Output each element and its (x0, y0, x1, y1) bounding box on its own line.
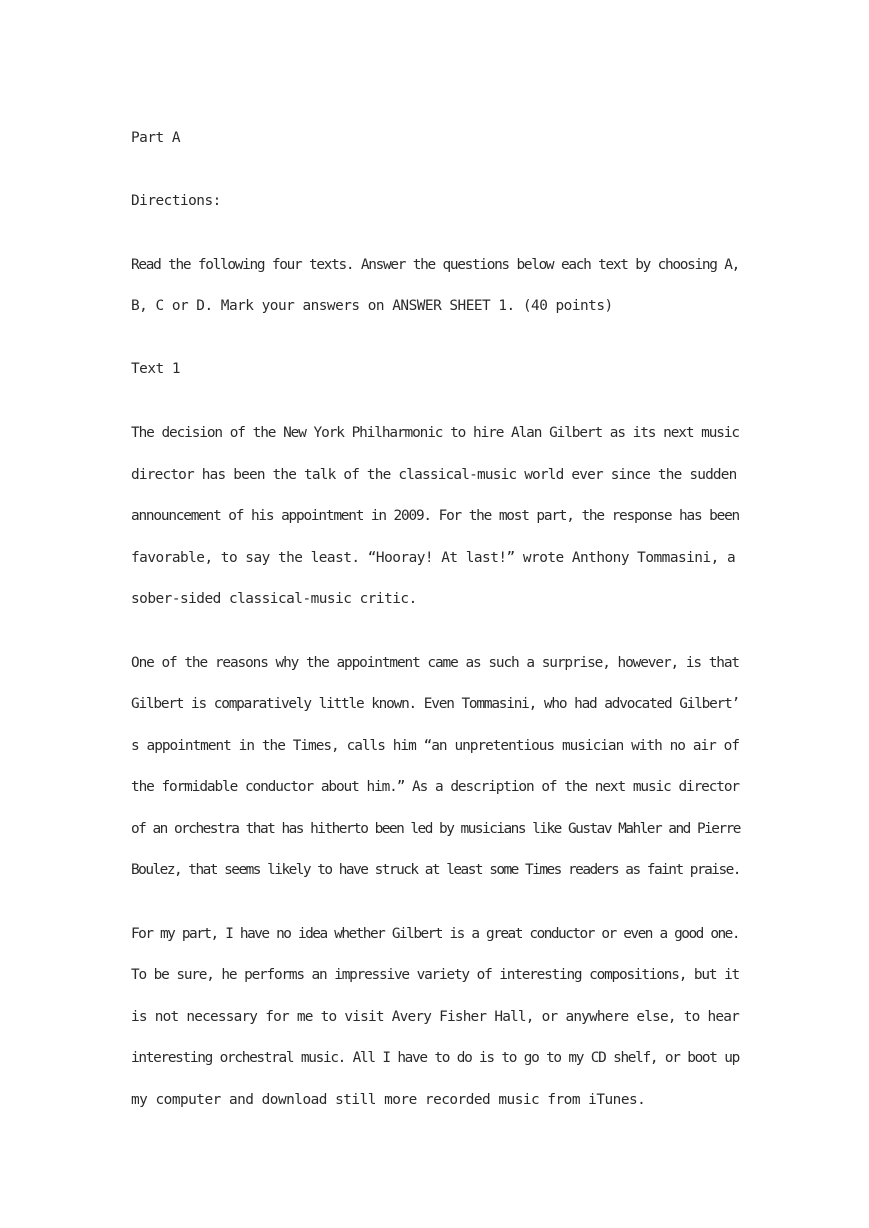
paragraph-line: announcement of his appointment in 2009. For the most part, the response has been (131, 508, 739, 524)
paragraph-line: favorable, to say the least. “Hooray! At last!” wrote Anthony Tommasini, a (131, 550, 736, 566)
directions-line: B, C or D. Mark your answers on ANSWER SHEET 1. (40 points) (131, 298, 613, 314)
text-heading: Text 1 (131, 361, 180, 377)
paragraph-line: sober-sided classical-music critic. (131, 591, 417, 607)
paragraph-line: For my part, I have no idea whether Gilbert is a great conductor or even a good one. (131, 926, 739, 942)
part-heading: Part A (131, 130, 180, 146)
paragraph-line: One of the reasons why the appointment came as such a surprise, however, is that (131, 655, 739, 671)
directions-line: Read the following four texts. Answer the questions below each text by choosing A, (131, 257, 739, 273)
directions-label: Directions: (131, 193, 221, 209)
paragraph-line: Gilbert is comparatively little known. Even Tommasini, who had advocated Gilbert’ (131, 696, 739, 712)
paragraph-line: The decision of the New York Philharmonic to hire Alan Gilbert as its next music (131, 425, 739, 441)
paragraph-line: my computer and download still more recorded music from iTunes. (131, 1092, 646, 1108)
paragraph-line: s appointment in the Times, calls him “an unpretentious musician with no air of (131, 738, 739, 754)
paragraph-line: the formidable conductor about him.” As a description of the next music director (131, 779, 739, 795)
paragraph-line: interesting orchestral music. All I have to do is to go to my CD shelf, or boot up (131, 1050, 739, 1066)
paragraph-line: To be sure, he performs an impressive variety of interesting compositions, but it (131, 967, 739, 983)
paragraph-line: director has been the talk of the classical-music world ever since the sudden (131, 467, 737, 483)
paragraph-line: of an orchestra that has hitherto been led by musicians like Gustav Mahler and Pierre (131, 821, 740, 837)
paragraph-line: Boulez, that seems likely to have struck at least some Times readers as faint praise. (131, 862, 740, 878)
paragraph-line: is not necessary for me to visit Avery Fisher Hall, or anywhere else, to hear (131, 1009, 739, 1025)
